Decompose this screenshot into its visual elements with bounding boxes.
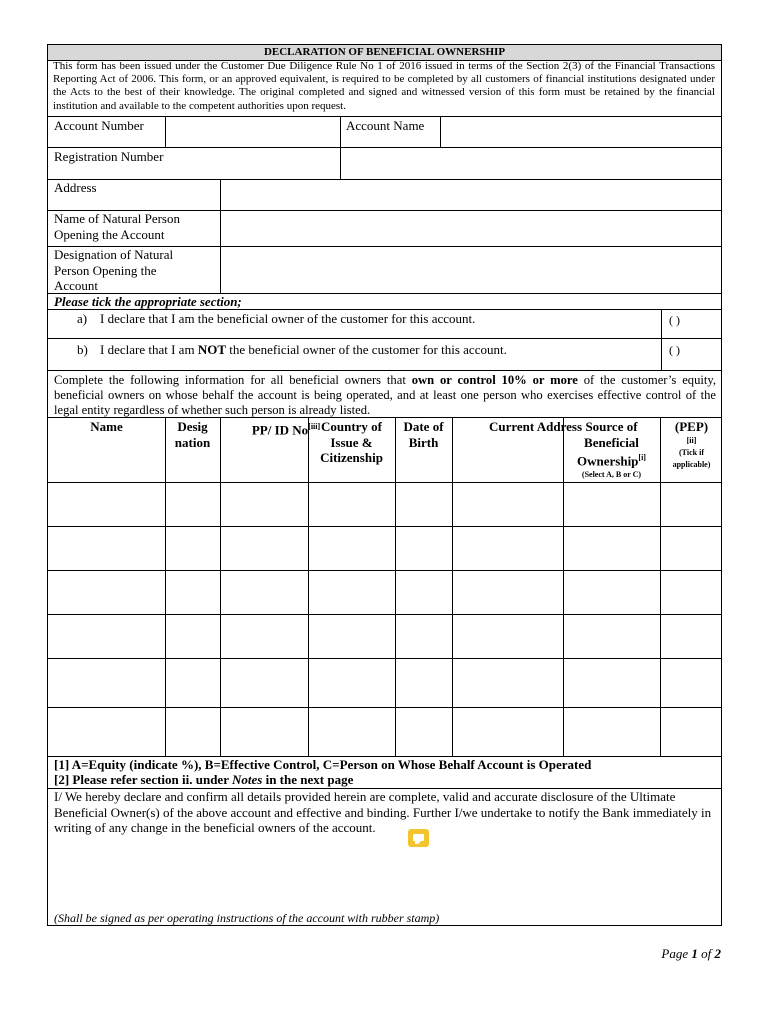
col-dob-header: Date of Birth	[403, 419, 444, 450]
col-pep-header: (PEP) [ii] (Tick if applicable)	[672, 419, 711, 469]
table-row[interactable]	[48, 615, 721, 658]
natural-person-name-label: Name of Natural Person Opening the Account	[54, 211, 180, 242]
registration-number-label: Registration Number	[54, 149, 164, 164]
col-country-header: Country of Issue & Citizenship	[320, 419, 383, 465]
table-row[interactable]	[48, 483, 721, 526]
col-name-header: Name	[90, 419, 123, 434]
table-row[interactable]	[48, 708, 721, 756]
comment-icon[interactable]	[408, 829, 429, 847]
address-field[interactable]	[221, 180, 721, 210]
page-number: Page 1 of 2	[661, 946, 721, 961]
option-b-marker: b)	[77, 342, 88, 357]
account-name-field[interactable]	[441, 117, 721, 147]
note-2: [2] Please refer section ii. under Notes in the next page	[54, 772, 354, 787]
form-intro: This form has been issued under the Customer Due Diligence Rule No 1 of 2016 issued in terms of the Section 2(3) of the Financial Transactions Reporting Act of 2006. This form, or an approved equivalent, is required to be completed by all customers of financial institutions designated under the Acts to the best of their knowledge. The original completed and signed and witnessed version of this form must be retained by the financial institution and available to the competent authorities upon request.	[53, 60, 715, 112]
option-a-text: I declare that I am the beneficial owner of the customer for this account.	[100, 311, 476, 326]
confirmation-text: I/ We hereby declare and confirm all details provided herein are complete, valid and accurate disclosure of the Ultimate Beneficial Owner(s) of the above account and effective and binding. Further I/we undertake to notify the Bank immediately in writing of any change in the beneficial owners of the account.	[54, 789, 712, 835]
option-a-marker: a)	[77, 311, 88, 326]
account-number-field[interactable]	[166, 117, 339, 147]
option-a-tickbox[interactable]: ( )	[669, 313, 680, 327]
table-row[interactable]	[48, 659, 721, 707]
address-label: Address	[54, 180, 97, 195]
table-row[interactable]	[48, 527, 721, 570]
tick-instruction: Please tick the appropriate section;	[54, 294, 242, 309]
col-designation-header: Desig nation	[174, 419, 211, 450]
beneficial-ownership-form	[47, 44, 722, 926]
col-address-header: Current Address	[488, 419, 583, 434]
form-title: DECLARATION OF BENEFICIAL OWNERSHIP	[48, 45, 721, 61]
designation-label: Designation of Natural Person Opening the Account	[54, 247, 174, 293]
designation-field[interactable]	[221, 247, 721, 293]
table-row[interactable]	[48, 571, 721, 614]
account-name-label: Account Name	[346, 118, 425, 133]
col-pp-id-header: PP/ ID No[iii]	[251, 422, 321, 438]
account-number-label: Account Number	[54, 118, 144, 133]
note-1: [1] A=Equity (indicate %), B=Effective Control, C=Person on Whose Behalf Account is Operated	[54, 757, 592, 772]
option-b-tickbox[interactable]: ( )	[669, 343, 680, 357]
registration-number-field[interactable]	[341, 148, 721, 179]
signature-note: (Shall be signed as per operating instructions of the account with rubber stamp)	[54, 911, 440, 925]
natural-person-name-field[interactable]	[221, 211, 721, 246]
owners-instruction: Complete the following information for all beneficial owners that own or control 10% or more of the customer’s equity, beneficial owners on whose behalf the account is being operated, and at least one person who exercises effective control of the legal entity regardless of whether such person is already listed.	[54, 373, 717, 417]
col-source-header: Source of Beneficial Ownership[i] (Select A, B or C)	[577, 419, 646, 479]
option-b-text: I declare that I am NOT the beneficial owner of the customer for this account.	[100, 342, 507, 357]
